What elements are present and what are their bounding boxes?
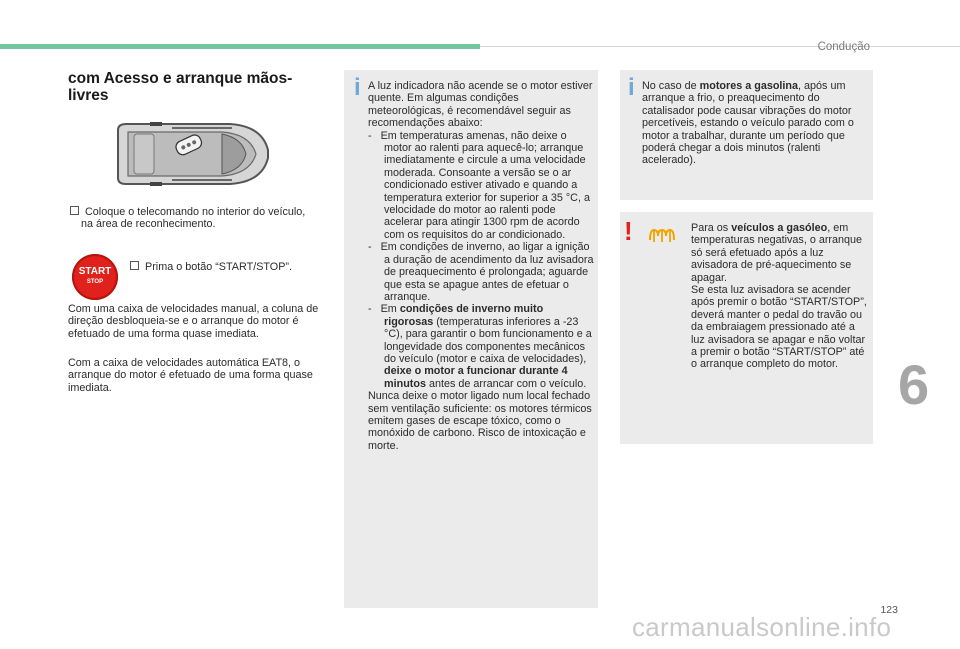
section-title: Condução — [817, 41, 870, 53]
conditions-text — [368, 80, 594, 452]
bullet-icon — [130, 261, 139, 270]
diesel-warning-text — [691, 222, 871, 371]
condition-item-mild: - Em temperaturas amenas, não deixe o motor ao ralenti para aquecê-lo; arranque imediatamente e circule a uma velocidade moderada. Consoante a versão se o ar condicionado estiver ativado e quando a temperatura exterior for superior a 35 °C, a velocidade do motor ao ralenti pode acelerar para atingir 1300 rpm de acordo com os requisitos do ar condicionado. — [368, 129, 590, 241]
ventilation-warning: Nunca deixe o motor ligado num local fechado sem ventilação suficiente: os motores térmicos emitem gases de escape tóxico, como o monóxido de carbono. Risco de intoxicação e morte. — [368, 390, 592, 452]
severe-prefix: Em — [380, 303, 400, 316]
warning-exclamation-icon: ! — [624, 216, 633, 246]
petrol-engines-text — [642, 80, 868, 167]
stop-label: STOP — [86, 279, 104, 285]
page-heading: com Acesso e arranque mãos-livres — [68, 70, 293, 104]
severe-end: antes de arrancar com o veículo. — [426, 377, 587, 390]
step-press-button-text: Prima o botão “START/STOP”. — [145, 261, 293, 273]
condition-item-winter: - Em condições de inverno, ao ligar a ignição a duração de acendimento da luz avisadora de preaquecimento é prolongada; aguarde que esta se apague antes de efetuar o arranque. — [368, 241, 594, 303]
info-icon: i — [354, 74, 361, 101]
step-place-remote-text: Coloque o telecomando no interior do veículo, na área de reconhecimento. — [81, 206, 306, 231]
severe-middle: (temperaturas inferiores a -23 °C), para garantir o bom funcionamento e a longevidade dos componentes mecânicos do veículo (motor e caixa de velocidades), — [384, 315, 592, 365]
header-rule — [480, 46, 960, 47]
petrol-rest: , após um arranque a frio, o preaquecimento do catalisador pode causar vibrações do motor percetíveis, estando o veículo parado com o motor a trabalhar, durante um período que poderá chegar a dois minutos (ralenti acelerado). — [642, 80, 854, 167]
diesel-rest-1: , em temperaturas negativas, o arranque só será efetuado após a luz avisadora de pré-aquecimento se apagar. — [691, 222, 863, 284]
severe-bold-conditions: condições de inverno muito rigorosas — [384, 303, 544, 328]
step-press-button — [130, 261, 320, 273]
condition-item-mild-text: Em temperaturas amenas, não deixe o motor ao ralenti para aquecê-lo; arranque imediatamente e circule a uma velocidade moderada. Consoante a versão se o ar condicionado estiver ativado e quando a temperatura exterior for superior a 35 °C, a velocidade do motor ao ralenti pode acelerar para atingir 1300 rpm de acordo com os requisitos do ar condicionado. — [380, 129, 590, 241]
condition-item-severe-winter: - Em condições de inverno muito rigorosas (temperaturas inferiores a -23 °C), para garantir o bom funcionamento e a longevidade dos componentes mecânicos do veículo (motor e caixa de velocidades), deixe o motor a funcionar durante 4 minutos antes de arrancar com o veículo. — [368, 303, 592, 390]
start-label: START — [78, 266, 112, 277]
car-top-view-illustration — [112, 120, 272, 188]
diesel-prefix: Para os — [691, 222, 732, 234]
petrol-bold: motores a gasolina — [699, 80, 799, 92]
petrol-prefix: No caso de — [642, 80, 700, 92]
watermark: carmanualsonline.info — [632, 612, 892, 642]
chapter-number: 6 — [898, 353, 930, 416]
manual-gearbox-paragraph: Com uma caixa de velocidades manual, a coluna de direção desbloqueia-se e o arranque do motor é efetuado de uma forma quase imediata. — [68, 303, 319, 340]
header-accent-bar — [0, 44, 480, 49]
diesel-rest-2: Se esta luz avisadora se acender após premir o botão “START/STOP”, deverá manter o pedal do travão ou da embraiagem pressionado até a luz avisadora se apagar e não voltar a premir o botão “START/STOP” até o arranque completo do motor. — [691, 284, 867, 371]
page-number: 123 — [880, 604, 898, 616]
diesel-bold: veículos a gasóleo — [731, 222, 828, 234]
severe-bold-instruction: deixe o motor a funcionar durante 4 minutos — [384, 365, 568, 390]
conditions-intro: A luz indicadora não acende se o motor estiver quente. Em algumas condições meteorológicas, é recomendável seguir as recomendações abaixo: — [368, 80, 593, 130]
automatic-gearbox-paragraph: Com a caixa de velocidades automática EAT8, o arranque do motor é efetuado de uma forma quase imediata. — [68, 357, 313, 394]
info-icon: i — [628, 74, 635, 101]
glow-plug-icon — [648, 226, 676, 244]
step-place-remote — [70, 206, 311, 231]
bullet-icon — [70, 206, 79, 215]
condition-item-winter-text: Em condições de inverno, ao ligar a ignição a duração de acendimento da luz avisadora de preaquecimento é prolongada; aguarde que esta se apague antes de efetuar o arranque. — [380, 241, 594, 303]
start-stop-button-icon — [72, 254, 118, 300]
